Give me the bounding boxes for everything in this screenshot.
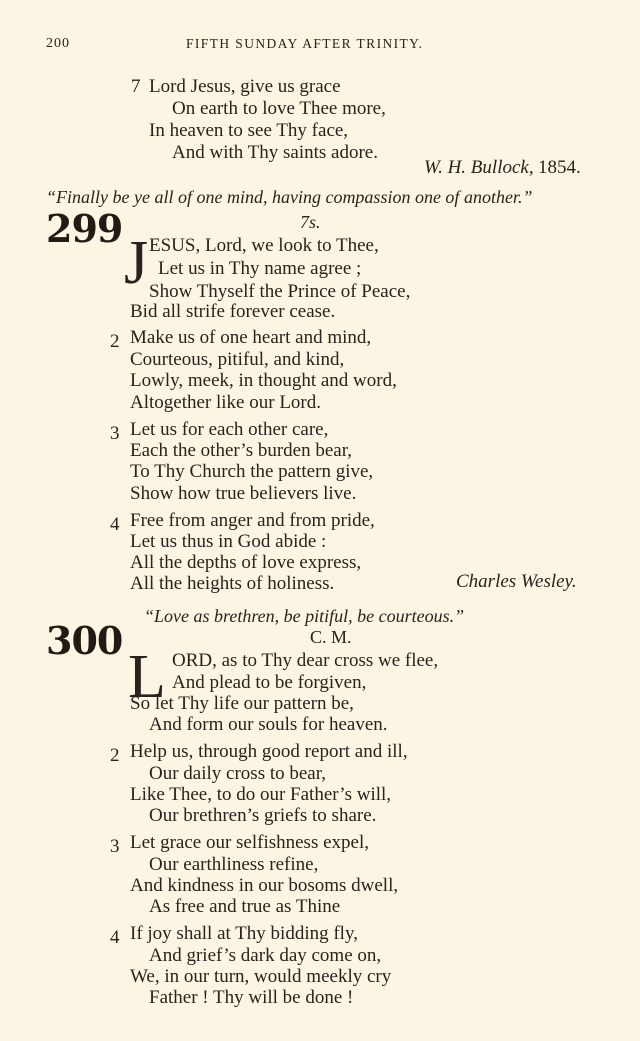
verse-line: If joy shall at Thy bidding fly, <box>130 923 358 944</box>
verse-line: Show how true believers live. <box>130 483 357 504</box>
verse-line: Let us for each other care, <box>130 419 329 440</box>
verse-line: On earth to love Thee more, <box>172 98 386 119</box>
verse-line: And kindness in our bosoms dwell, <box>130 875 399 896</box>
hymn-year: 1854. <box>538 157 581 178</box>
verse-line: And grief’s dark day come on, <box>149 945 382 966</box>
verse-line: Let grace our selfishness expel, <box>130 832 369 853</box>
verse-line: So let Thy life our pattern be, <box>130 693 354 714</box>
verse-line: As free and true as Thine <box>149 896 341 917</box>
verse-line: Father ! Thy will be done ! <box>149 987 354 1008</box>
verse-number: 3 <box>110 836 120 857</box>
hymn-number: 300 <box>46 618 123 663</box>
hymn-number: 299 <box>46 206 123 251</box>
verse-number: 4 <box>110 514 120 535</box>
verse-line: Free from anger and from pride, <box>130 510 375 531</box>
verse-number: 3 <box>110 423 120 444</box>
verse-line: Our daily cross to bear, <box>149 763 327 784</box>
verse-line: Each the other’s burden bear, <box>130 440 353 461</box>
verse-line: Lowly, meek, in thought and word, <box>130 370 397 391</box>
verse-line: To Thy Church the pattern give, <box>130 461 374 482</box>
page-number: 200 <box>46 36 70 51</box>
verse-line: ORD, as to Thy dear cross we flee, <box>172 650 439 671</box>
verse-number: 2 <box>110 745 120 766</box>
verse-line: Help us, through good report and ill, <box>130 741 408 762</box>
scripture-epigraph: “Love as brethren, be pitiful, be courteous.” <box>144 606 465 626</box>
verse-line: All the heights of holiness. <box>130 573 335 594</box>
hymn-author: Charles Wesley. <box>456 571 577 592</box>
verse-line: Our brethren’s griefs to share. <box>149 805 377 826</box>
hymn-meter: 7s. <box>300 212 321 232</box>
verse-line: ESUS, Lord, we look to Thee, <box>149 235 379 256</box>
verse-line: We, in our turn, would meekly cry <box>130 966 392 987</box>
verse-line: In heaven to see Thy face, <box>149 120 349 141</box>
verse-line: Altogether like our Lord. <box>130 392 322 413</box>
running-header: FIFTH SUNDAY AFTER TRINITY. <box>186 36 424 51</box>
hymn-author: W. H. Bullock, <box>424 157 534 178</box>
verse-line: Let us in Thy name agree ; <box>158 258 362 279</box>
verse-line: And plead to be forgiven, <box>172 672 367 693</box>
verse-line: Let us thus in God abide : <box>130 531 327 552</box>
verse-line: Courteous, pitiful, and kind, <box>130 349 345 370</box>
hymn-meter: C. M. <box>310 627 352 647</box>
verse-number: 2 <box>110 331 120 352</box>
verse-line: Like Thee, to do our Father’s will, <box>130 784 392 805</box>
drop-cap: J <box>124 229 149 297</box>
verse-line: Lord Jesus, give us grace <box>149 76 341 97</box>
verse-number: 4 <box>110 927 120 948</box>
verse-line: Bid all strife forever cease. <box>130 301 336 322</box>
verse-line: Our earthliness refine, <box>149 854 319 875</box>
verse-line: All the depths of love express, <box>130 552 362 573</box>
verse-number: 7 <box>131 76 141 97</box>
verse-line: Make us of one heart and mind, <box>130 327 372 348</box>
drop-cap: L <box>128 643 166 711</box>
verse-line: And with Thy saints adore. <box>172 142 378 163</box>
verse-line: And form our souls for heaven. <box>149 714 388 735</box>
scripture-epigraph: “Finally be ye all of one mind, having compassion one of another.” <box>46 187 533 207</box>
verse-line: Show Thyself the Prince of Peace, <box>149 281 411 302</box>
